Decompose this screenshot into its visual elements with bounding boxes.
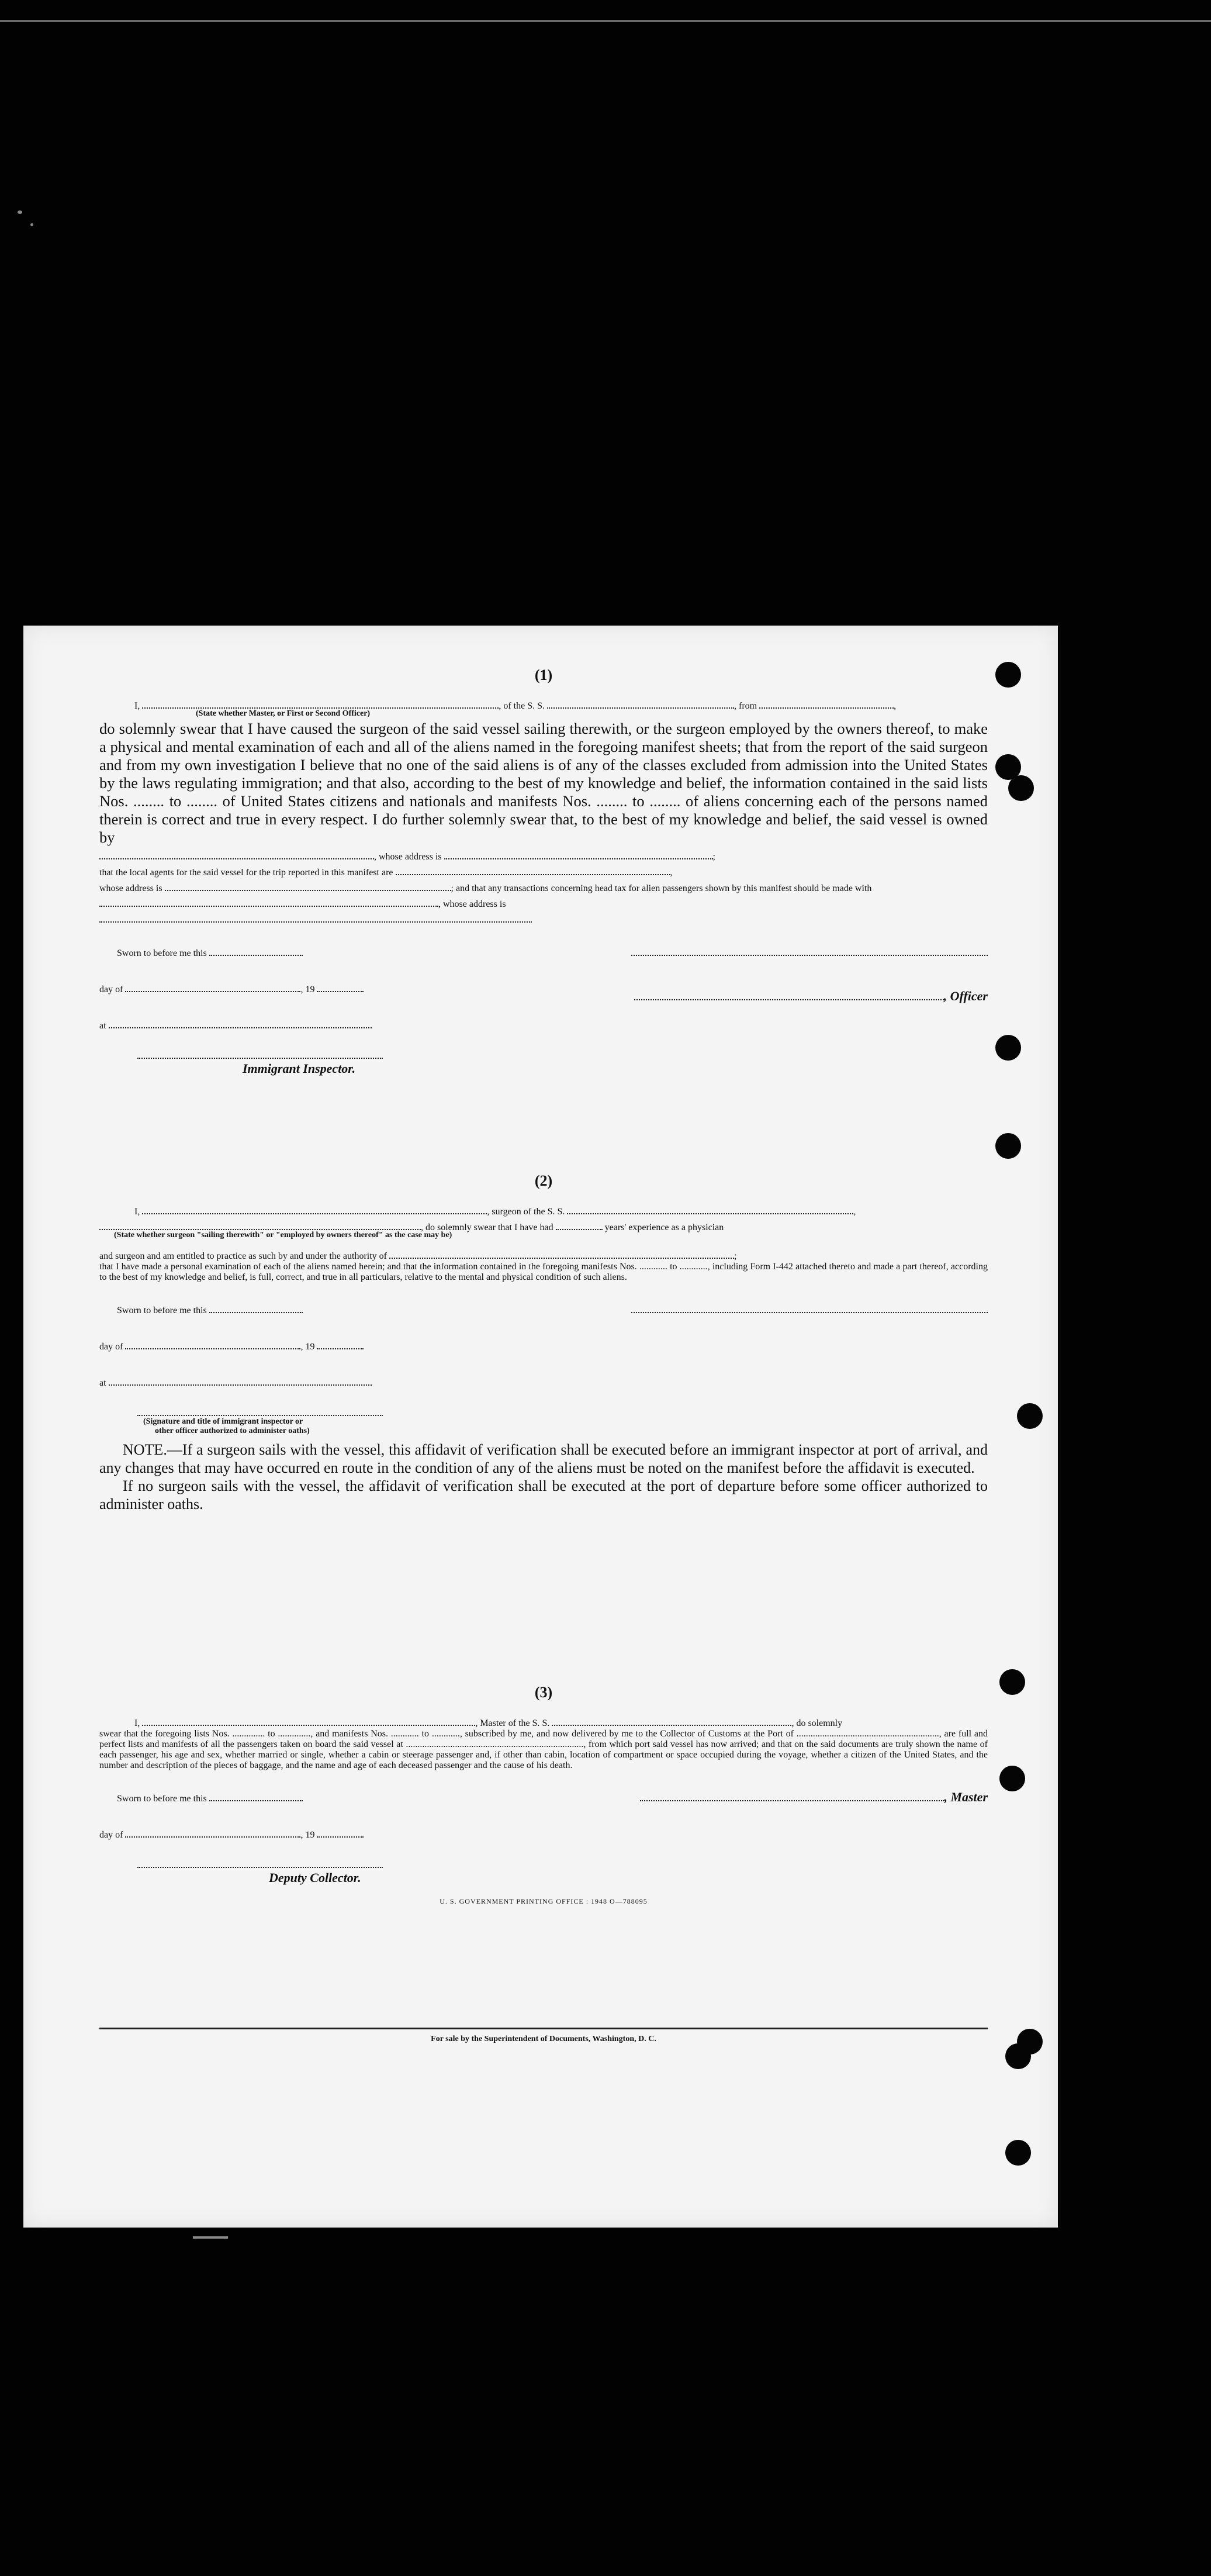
punch-hole [1005,2140,1031,2166]
collector-label: Deputy Collector. [269,1870,361,1885]
sworn-label: Sworn to before me this [117,948,207,958]
at-label: at [99,1021,106,1031]
section-number: (2) [534,1172,553,1189]
section-2: (2) I, , surgeon of the S. S. , , do solemnly swear that I have had years' experience as a physician (State whether surgeon "sailing therewith" or "employed by owners thereof" as the case may be) and surgeon and am entitled to practice as such by and under the authority of ; that I have made a personal examination of each of the aliens named herein; and that the information contained in the foregoing manifests Nos. ............ to ............, including Form I-442 attached thereto and made a part thereof, according to the best of my knowledge and belief, is full, correct, and true in all particulars, relative to the mental and physical condition of such aliens. Sworn to before me this day of , 19 at (Signature and title of immigrant inspector or other officer authorized to administer oaths) NOTE.—If a surgeon sails with the vessel, this affidavit of verification shall be executed before an immigrant inspector at port of arrival, and any changes that may have occurred en route in the condition of any of the aliens must be noted on the manifest before the affidavit is executed. If no surgeon sails with the vessel, the affidavit of verification shall be executed at the port of departure before some officer authorized to administer oaths. [99,1172,988,1513]
year-field[interactable] [317,1337,364,1349]
printing-office-note: U. S. GOVERNMENT PRINTING OFFICE : 1948 O—788095 [440,1897,648,1905]
master-body: swear that the foregoing lists Nos. .............. to .............., and manifests Nos. ............ to ............, subscribed by me, and now delivered by me to the Collector of Customs at the Port of ............................................................., are full and perfect lists and manifests of all the passengers taken on board the said vessel at ............................................................................, from which port said vessel has now arrived; and that on the said documents are truly shown the name of each passenger, his age and sex, whether married or single, whether a cabin or steerage passenger and, if other than cabin, location of compartment or space occupied during the voyage, whether a citizen of the United States, and the number and description of the pieces of baggage, and the name and age of each deceased passenger and the cause of his death. [99,1729,988,1770]
inspector-signature-line[interactable] [137,1052,383,1059]
note-paragraph-1: NOTE.—If a surgeon sails with the vessel, this affidavit of verification shall be executed before an immigrant inspector at port of arrival, and any changes that may have occurred en route in the condition of any of the aliens must be noted on the manifest before the affidavit is executed. [99,1441,988,1476]
whose-address-label: whose address is [99,883,162,893]
year-label: , 19 [300,985,315,995]
section-number: (3) [534,1684,553,1701]
at-label: at [99,1378,106,1388]
sworn-day-field[interactable] [209,943,303,956]
punch-hole [1008,775,1034,801]
note-paragraph-2: If no surgeon sails with the vessel, the affidavit of verification shall be executed at the port of departure before some officer authorized to administer oaths. [99,1477,988,1513]
surgeon-type-field[interactable] [99,1217,421,1230]
month-field[interactable] [125,1337,300,1349]
master-label: , Master [944,1790,988,1804]
section-1: (1) I, , of the S. S. , from , (State whether Master, or First or Second Officer) do solemnly swear that I have caused the surgeon of the said vessel sailing therewith, or the surgeon employed by the owners thereof, to make a physical and mental examination of each and all of the aliens named in the foregoing manifest sheets; that from the report of the said surgeon and from my own investigation I believe that no one of the said aliens is of any of the classes excluded from admission into the United States by the laws regulating immigration; and that also, according to the best of my knowledge and belief, the information contained in the said lists Nos. ........ to ........ of United States citizens and nationals and manifests Nos. ........ to ........ of aliens concerning each of the persons named therein is correct and true in every respect. I do further solemnly swear that, to the best of my knowledge and belief, the said vessel is owned by , whose address is ; that the local agents for the said vessel for the trip reported in this manifest are , whose address is ; and that any transactions concerning head tax for alien passengers shown by this manifest should be made with , whose address is Sworn to before me this day of , 19 , Officer at Immigrant Inspector. [99,667,988,1076]
punch-hole [999,1669,1025,1695]
signature-caption-1: (Signature and title of immigrant inspector or [143,1417,303,1426]
physician-label: years' experience as a physician [604,1223,724,1232]
day-of-label: day of [99,1342,123,1352]
owned-whose-address: , whose address is [374,852,442,862]
signature-caption-2: other officer authorized to administer oaths) [155,1427,310,1435]
footer-text: For sale by the Superintendent of Documents, Washington, D. C. [431,2035,656,2043]
sworn-day-field[interactable] [209,1300,303,1313]
year-label: , 19 [300,1830,315,1840]
owner-address-field[interactable] [444,847,713,859]
oath-i: I, [134,1718,140,1728]
from-label: , from [734,701,757,711]
surgeon-signature-line[interactable] [631,1300,988,1313]
authority-text: and surgeon and am entitled to practice as such by and under the authority of [99,1251,387,1261]
month-field[interactable] [125,979,300,992]
footer-divider [99,2028,988,2029]
of-ss-label: , of the S. S. [499,701,545,711]
year-field[interactable] [317,979,364,992]
sworn-label: Sworn to before me this [117,1306,207,1315]
punch-hole [995,662,1021,688]
month-field[interactable] [125,1825,300,1838]
surgeon-caption: (State whether surgeon "sailing therewith" or "employed by owners thereof" as the case may be) [114,1231,452,1239]
inspector-label: Immigrant Inspector. [243,1061,356,1076]
head-tax-address-field[interactable] [99,910,532,923]
at-place-field[interactable] [109,1016,372,1028]
agents-text: that the local agents for the said vessel for the trip reported in this manifest are [99,868,393,878]
speck [30,223,33,226]
speck [18,210,22,214]
surgeon-name-field[interactable] [142,1201,487,1214]
day-of-label: day of [99,1830,123,1840]
whose-address-2: , whose address is [438,899,506,909]
surgeon-of-ss-label: , surgeon of the S. S. [487,1207,565,1217]
officer-signature-line[interactable] [634,987,944,1000]
vessel-name-field[interactable] [552,1713,791,1726]
speck [193,2236,228,2239]
punch-hole [995,1035,1021,1061]
section-3 [99,1684,988,1906]
solemnly-label: , do solemnly [791,1718,843,1728]
officer-label: , Officer [943,989,988,1003]
oath-i: I, [134,701,140,711]
section-number: (1) [534,667,553,683]
oath-i: I, [134,1207,140,1217]
years-field[interactable] [556,1217,603,1230]
collector-signature-line[interactable] [137,1861,383,1868]
punch-hole [995,1133,1021,1159]
sworn-label: Sworn to before me this [117,1794,207,1804]
year-label: , 19 [300,1342,315,1352]
master-signature-line[interactable] [640,1788,944,1801]
top-border-line [0,20,1211,22]
at-place-field[interactable] [109,1373,372,1386]
head-tax-text: ; and that any transactions concerning head tax for alien passengers shown by this manifest should be made with [451,883,872,893]
surgeon-body: that I have made a personal examination of each of the aliens named herein; and that the information contained in the foregoing manifests Nos. ............ to ............, including Form I-442 attached thereto and made a part thereof, according to the best of my knowledge and belief, is full, correct, and true in all particulars, relative to the mental and physical condition of such aliens. [99,1262,988,1282]
head-tax-contact-field[interactable] [99,894,438,907]
from-port-field[interactable] [759,696,894,709]
day-of-label: day of [99,985,123,995]
master-name-field[interactable] [142,1713,475,1726]
authority-field[interactable] [389,1246,734,1259]
inspector-signature-line[interactable] [137,1409,383,1416]
officer-caption: (State whether Master, or First or Second Officer) [196,709,371,718]
vessel-name-field[interactable] [567,1201,853,1214]
agents-address-field[interactable] [165,878,451,891]
master-of-ss-label: , Master of the S. S. [475,1718,550,1728]
years-experience-text: , do solemnly swear that I have had [421,1223,553,1232]
punch-hole [999,1766,1025,1791]
form-sheet [23,626,1058,2228]
punch-hole [1005,2043,1031,2069]
signature-line[interactable] [631,943,988,956]
agents-field[interactable] [396,862,670,875]
oath-body: do solemnly swear that I have caused the surgeon of the said vessel sailing therewith, or the surgeon employed by the owners thereof, to make a physical and mental examination of each and all of the aliens named in the foregoing manifest sheets; that from the report of the said surgeon and from my own investigation I believe that no one of the said aliens is of any of the classes excluded from admission into the United States by the laws regulating immigration; and that also, according to the best of my knowledge and belief, the information contained in the said lists Nos. ........ to ........ of United States citizens and nationals and manifests Nos. ........ to ........ of aliens concerning each of the persons named therein is correct and true in every respect. I do further solemnly swear that, to the best of my knowledge and belief, the said vessel is owned by [99,720,988,846]
owner-field[interactable] [99,847,374,859]
officer-name-field[interactable] [142,696,499,709]
punch-hole [1017,1403,1043,1429]
year-field[interactable] [317,1825,364,1838]
sworn-day-field[interactable] [209,1788,303,1801]
vessel-name-field[interactable] [547,696,734,709]
